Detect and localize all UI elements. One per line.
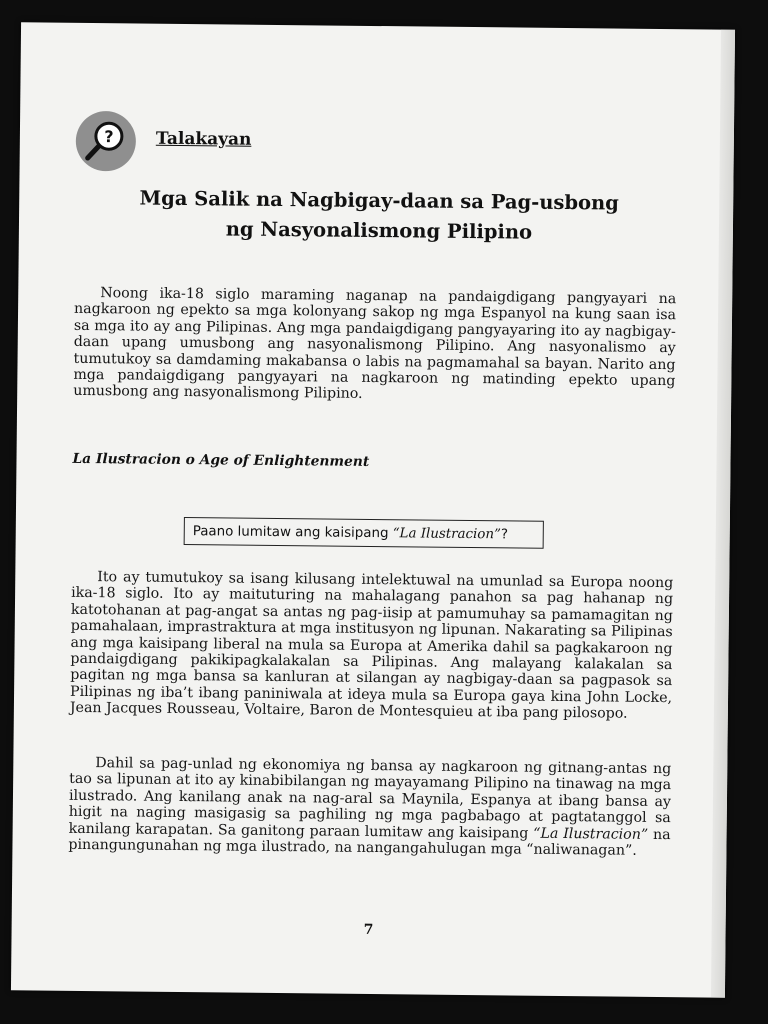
page-number: 7 [363,921,374,939]
paragraph-3-part-2: na pinangungunahan ng mga ilustrado, na nangangahulugan mga “naliwanagan”. [68,826,671,859]
title-line-1: Mga Salik na Nagbigay-daan sa Pag-usbong [139,186,619,215]
question-box [184,517,544,549]
svg-text:?: ? [104,127,114,147]
paragraph-2: Ito ay tumutukoy sa isang kilusang intelektuwal na umunlad sa Europa noong ika-18 siglo. Ito ay maituturing na mahalagang panahon sa pag hahanap ng katotohanan at pag-angat sa antas ng pag-iisip at pamumuhay sa pamamagitan ng pamahalaan, imprastraktura at mga institusyon ng lipunan. Nakarating sa Pilipinas ang mga kaisipang liberal na mula sa Europa at Amerika dahil sa pagkakaroon ng pandaigdigang pakikipagkalakalan sa Pilipinas. Ang malayang kalakalan sa pagitan ng mga bansa sa kanluran at silangan ay nagbigay-daan sa pagpasok sa Pilipinas ng iba’t ibang paniniwala at ideya mula sa Europa gaya kina John Locke, Jean Jacques Rousseau, Voltaire, Baron de Montesquieu at iba pang pilosopo. [69,569,674,722]
paragraph-3-emphasis: “La Ilustracion” [533,825,649,843]
page-fold-shadow [711,30,735,998]
paragraph-3 [68,755,671,860]
question-suffix: ? [500,527,509,543]
magnifier-question-icon [76,111,137,172]
subheading: La Ilustracion o Age of Enlightenment [72,450,370,470]
intro-paragraph: Noong ika-18 siglo maraming naganap na pandaigdigang pangyayari na nagkaroon ng epekto sa mga kolonyang sakop ng mga Espanyol na kung saan isa sa mga ito ay ang Pilipinas. Ang mga pandaigdigang pangyayaring ito ay nagbigay-daan upang umusbong ang nasyonalismong Pilipino. Ang nasyonalismo ay tumutukoy sa damdaming makabansa o labis na pagmamahal sa bayan. Narito ang mga pandaigdigang pangyayari na nagkaroon ng matinding epekto upang umusbong ang nasyonalismong Pilipino. [73,285,677,403]
title-line-2: ng Nasyonalismong Pilipino [225,217,533,244]
document-page [11,22,735,997]
paragraph-3-part-1: Dahil sa pag-unlad ng ekonomiya ng bansa ay nagkaroon ng gitnang-antas ng tao sa lipunan at ito ay kinabibilangan ng mayayamang Pilipino na tinawag na mga ilustrado. Ang kanilang anak na nag-aral sa Maynila, Espanya at ibang bansa ay higit na naging masigasig sa paghiling ng mga pagbabago at pagtatanggol sa kanilang karapatan. Sa ganitong paraan lumitaw ang kaisipang [68,755,672,842]
section-label: Talakayan [155,128,252,150]
question-emphasis: “La Ilustracion” [392,526,501,543]
page-title [79,183,680,249]
section-header [76,111,252,173]
question-prefix: Paano lumitaw ang kaisipang [192,524,393,542]
